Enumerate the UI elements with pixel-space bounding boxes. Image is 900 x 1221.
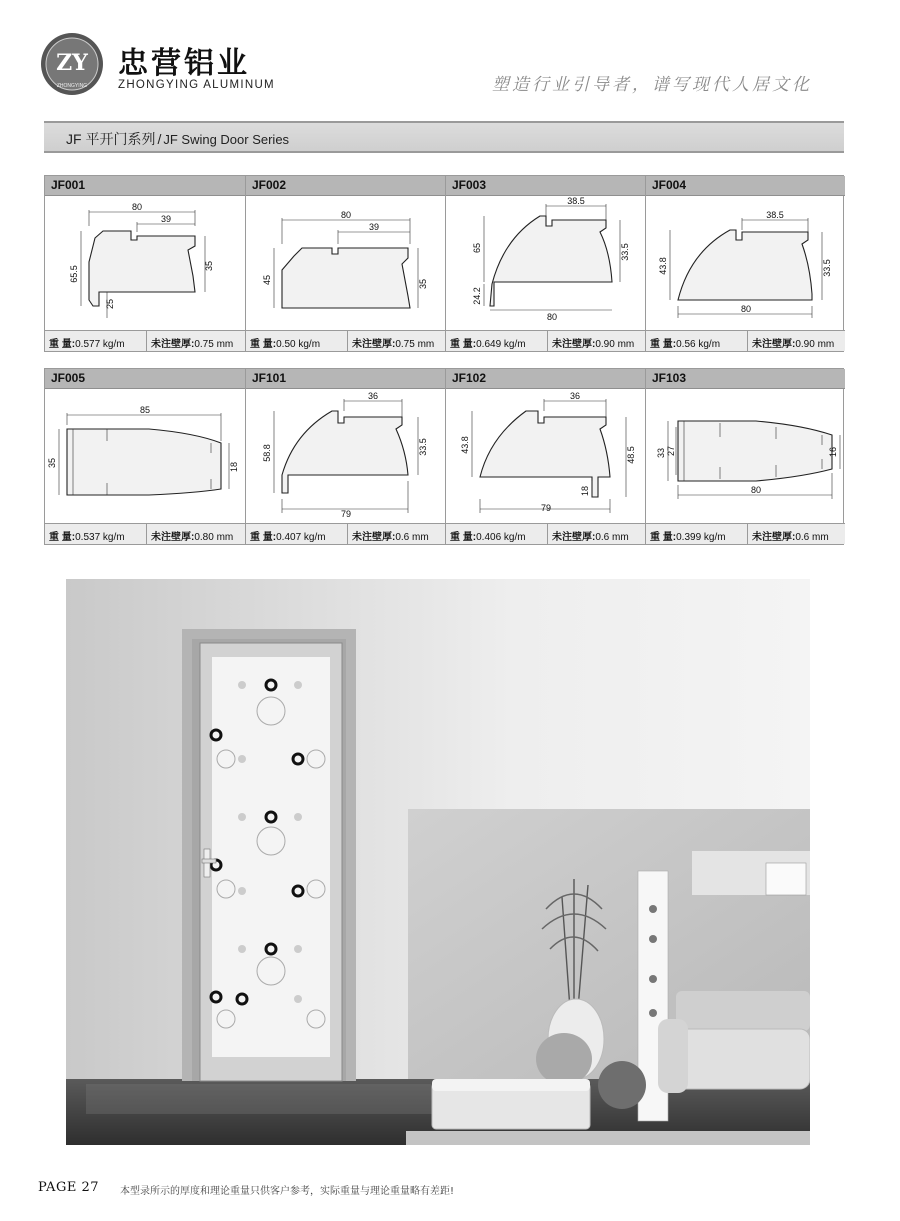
dim-label: 38.5 [567,196,585,206]
weight-label: 重 量: [650,339,677,350]
company-logo [40,32,104,96]
profile-code: JF004 [652,178,687,192]
dim-label: 35 [47,457,57,469]
slogan: 塑造行业引导者，谱写现代人居文化 [492,75,812,95]
wall-value: 0.90 mm [595,339,635,350]
weight-label: 重 量: [450,339,477,350]
dim-label: 65 [472,242,482,254]
weight-value: 0.407 kg/m [276,532,326,543]
profile-drawing-jf005 [45,389,245,519]
wall-label: 未注壁厚: [352,532,396,543]
profile-drawing-jf103 [646,389,846,519]
dim-label: 39 [368,222,380,232]
profile-drawing-jf101 [246,389,446,519]
dim-label: 18 [580,485,590,497]
profile-drawing-jf002 [246,196,446,326]
dim-label: 38.5 [766,210,784,220]
wall-value: 0.6 mm [795,532,829,543]
room-photo [66,579,810,1145]
dim-label: 43.8 [460,436,470,454]
weight-value: 0.56 kg/m [676,339,721,350]
weight-label: 重 量: [450,532,477,543]
dim-label: 33.5 [620,243,630,261]
profile-code: JF102 [452,371,487,385]
dim-label: 33 [656,447,666,459]
dim-label: 36 [367,391,379,401]
weight-value: 0.649 kg/m [476,339,526,350]
profile-drawing-jf004 [646,196,846,326]
profile-code: JF005 [51,371,86,385]
weight-label: 重 量: [250,339,277,350]
dim-label: 25 [105,298,115,310]
series-title-slash: / [157,131,162,147]
profile-code: JF101 [252,371,287,385]
profile-card-jf101 [245,369,445,544]
profile-card-jf001 [45,176,245,351]
weight-label: 重 量: [250,532,277,543]
profile-code: JF003 [452,178,487,192]
dim-label: 80 [131,202,143,212]
dim-label: 79 [540,503,552,513]
profile-card-jf002 [245,176,445,351]
wall-label: 未注壁厚: [352,339,396,350]
dim-label: 58.8 [262,444,272,462]
profile-code: JF002 [252,178,287,192]
dim-label: 80 [750,485,762,495]
profile-card-jf004 [645,176,845,351]
profile-drawing-jf003 [446,196,646,326]
wall-label: 未注壁厚: [752,339,796,350]
dim-label: 35 [204,260,214,272]
dim-label: 16 [828,446,838,458]
dim-label: 65.5 [69,265,79,283]
dim-label: 85 [139,405,151,415]
wall-label: 未注壁厚: [151,532,195,543]
dim-label: 35 [418,278,428,290]
wall-value: 0.75 mm [395,339,435,350]
profile-card-jf005 [45,369,245,544]
profile-code: JF103 [652,371,687,385]
disclaimer: 本型录所示的厚度和理论重量只供客户参考，实际重量与理论重量略有差距! [120,1186,455,1197]
dim-label: 18 [229,461,239,473]
wall-value: 0.90 mm [795,339,835,350]
dim-label: 33.5 [822,259,832,277]
wall-label: 未注壁厚: [151,339,195,350]
dim-label: 79 [340,509,352,519]
weight-value: 0.50 kg/m [276,339,321,350]
series-title-en: JF Swing Door Series [163,132,290,147]
series-title [66,129,289,149]
dim-label: 48.5 [626,446,636,464]
page-number: PAGE 27 [38,1180,99,1195]
brand-name-en: ZHONGYING ALUMINUM [118,79,275,91]
weight-value: 0.537 kg/m [75,532,125,543]
wall-label: 未注壁厚: [552,532,596,543]
series-title-bar [44,121,844,153]
dim-label: 80 [340,210,352,220]
weight-label: 重 量: [49,339,76,350]
wall-label: 未注壁厚: [752,532,796,543]
profile-drawing-jf102 [446,389,646,519]
brand-name-cn: 忠营铝业 [118,46,250,81]
profile-card-jf103 [645,369,845,544]
weight-value: 0.399 kg/m [676,532,726,543]
dim-label: 33.5 [418,438,428,456]
weight-label: 重 量: [49,532,76,543]
weight-value: 0.577 kg/m [75,339,125,350]
dim-label: 27 [666,445,676,457]
wall-value: 0.6 mm [395,532,429,543]
dim-label: 24.2 [472,287,482,305]
weight-value: 0.406 kg/m [476,532,526,543]
profile-card-jf003 [445,176,645,351]
wall-label: 未注壁厚: [552,339,596,350]
dim-label: 36 [569,391,581,401]
dim-label: 45 [262,274,272,286]
series-title-cn: JF 平开门系列 [66,131,156,147]
dim-label: 39 [160,214,172,224]
profile-card-jf102 [445,369,645,544]
profile-grid-row-1 [44,175,844,352]
dim-label: 80 [740,304,752,314]
wall-value: 0.80 mm [194,532,234,543]
wall-value: 0.75 mm [194,339,234,350]
logo-text: ZY [56,50,88,76]
profile-grid-row-2 [44,368,844,545]
dim-label: 43.8 [658,257,668,275]
weight-label: 重 量: [650,532,677,543]
wall-value: 0.6 mm [595,532,629,543]
logo-ring-text: ZHONGYING [56,83,88,89]
profile-drawing-jf001 [45,196,245,326]
dim-label: 80 [546,312,558,322]
profile-code: JF001 [51,178,86,192]
